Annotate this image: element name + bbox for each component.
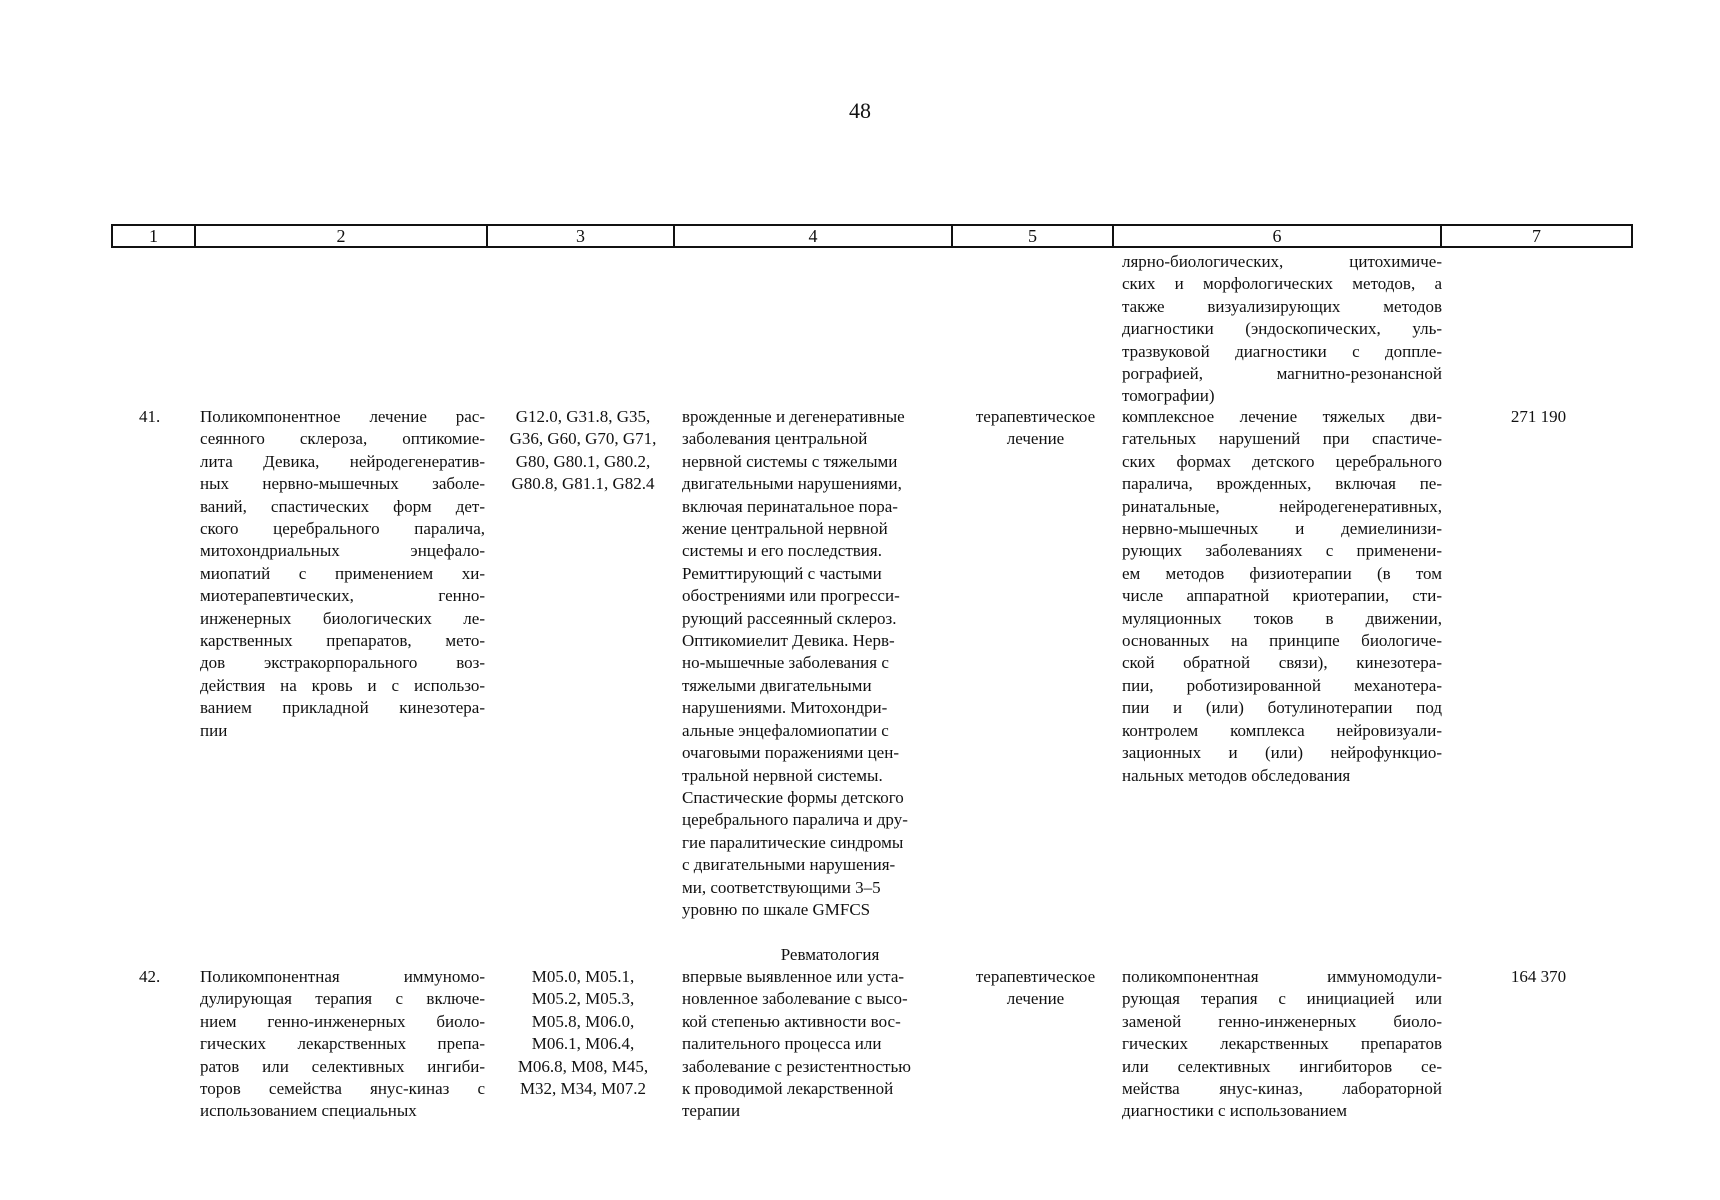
text-line: контролем комплекса нейровизуали- xyxy=(1122,720,1442,740)
text-line: уровню по шкале GMFCS xyxy=(682,899,871,919)
text-line: жение центральной нервной xyxy=(682,519,888,539)
header-col-6: 6 xyxy=(1113,225,1441,247)
text-line: обострениями или прогресси- xyxy=(682,586,900,606)
text-line: кой степенью активности вос- xyxy=(682,1011,901,1031)
text-line: гательных нарушений при спастиче- xyxy=(1122,429,1442,449)
text-line: использованием специальных xyxy=(200,1101,417,1121)
text-line: миопатий с применением хи- xyxy=(200,563,485,583)
header-col-2: 2 xyxy=(195,225,487,247)
row-42-treatment-method xyxy=(1122,966,1442,1123)
text-line: рующий рассеянный склероз. xyxy=(682,608,897,628)
text-line: очаговыми поражениями цен- xyxy=(682,743,899,763)
text-line: дулирующая терапия с включе- xyxy=(200,989,485,1009)
header-col-5: 5 xyxy=(952,225,1113,247)
text-line: карственных препаратов, мето- xyxy=(200,631,485,651)
text-line: M06.1, M06.4, xyxy=(531,1034,635,1054)
text-line: тразвуковой диагностики с доппле- xyxy=(1122,341,1442,361)
text-line: ратов или селективных ингиби- xyxy=(200,1056,485,1076)
row-42-method-name xyxy=(200,966,485,1123)
text-line: заболевание с резистентностью xyxy=(682,1056,911,1076)
text-line: M32, M34, M07.2 xyxy=(519,1079,647,1099)
text-line: рующих заболеваниях с применени- xyxy=(1122,541,1442,561)
text-line: миотерапевтических, генно- xyxy=(200,586,485,606)
text-line: лечение xyxy=(1006,989,1065,1009)
text-line: или селективных ингибиторов се- xyxy=(1122,1056,1442,1076)
text-line: торов семейства янус-киназ с xyxy=(200,1079,485,1099)
continuation-col6 xyxy=(1122,251,1442,408)
text-line: Спастические формы детского xyxy=(682,787,904,807)
text-line: Поликомпонентное лечение рас- xyxy=(200,407,485,426)
row-41-cost: 271 190 xyxy=(1510,407,1567,426)
text-line: терапевтическое xyxy=(975,967,1096,986)
text-line: но-мышечные заболевания с xyxy=(682,653,889,673)
text-line: томографии) xyxy=(1122,386,1215,406)
text-line: ской обратной связи), кинезотера- xyxy=(1122,653,1442,673)
text-line: основанных на принципе биологиче- xyxy=(1122,631,1442,651)
text-line: мейства янус-киназ, лабораторной xyxy=(1122,1079,1442,1099)
text-line: заболевания центральной xyxy=(682,429,868,449)
text-line: инженерных биологических ле- xyxy=(200,608,485,628)
text-line: нервно-мышечных и демиелинизи- xyxy=(1122,519,1442,539)
text-line: паралича, врожденных, включая пе- xyxy=(1122,474,1442,494)
text-line: Ремиттирующий с частыми xyxy=(682,563,882,583)
row-42-icd-codes xyxy=(492,966,674,1100)
text-line: Поликомпонентная иммуномо- xyxy=(200,967,485,986)
text-line: муляционных токов в движении, xyxy=(1122,608,1442,628)
row-42-treatment-type xyxy=(958,966,1113,1011)
section-title: Ревматология xyxy=(780,945,880,964)
text-line: пии, роботизированной механотера- xyxy=(1122,675,1442,695)
text-line: пии и (или) ботулинотерапии под xyxy=(1122,698,1442,718)
text-line: диагностики (эндоскопических, уль- xyxy=(1122,319,1442,339)
text-line: заменой генно-инженерных биоло- xyxy=(1122,1011,1442,1031)
row-41-treatment-type xyxy=(958,406,1113,451)
row-41-number: 41. xyxy=(139,407,161,426)
text-line: ских формах детского церебрального xyxy=(1122,451,1442,471)
text-line: системы и его последствия. xyxy=(682,541,882,561)
text-line: двигательными нарушениями, xyxy=(682,474,902,494)
text-line: палительного процесса или xyxy=(682,1034,882,1054)
text-line: M05.8, M06.0, xyxy=(531,1011,635,1031)
text-line: G12.0, G31.8, G35, xyxy=(515,407,651,426)
text-line: к проводимой лекарственной xyxy=(682,1079,894,1099)
text-line: нервной системы с тяжелыми xyxy=(682,451,898,471)
text-line: тральной нервной системы. xyxy=(682,765,883,785)
text-line: зационных и (или) нейрофункцио- xyxy=(1122,743,1442,763)
row-41-disease-model xyxy=(682,406,952,921)
text-line: нальных методов обследования xyxy=(1122,765,1351,785)
text-line: включая перинатальное пора- xyxy=(682,496,898,516)
text-line: M05.0, M05.1, xyxy=(531,967,635,986)
row-41-treatment-method xyxy=(1122,406,1442,787)
text-line: ваний, спастических форм дет- xyxy=(200,496,485,516)
text-line: G36, G60, G70, G71, xyxy=(509,429,657,449)
text-line: альные энцефаломиопатии с xyxy=(682,720,889,740)
text-line: числе аппаратной криотерапии, сти- xyxy=(1122,586,1442,606)
text-line: пии xyxy=(200,720,228,740)
text-line: действия на кровь и с использо- xyxy=(200,675,485,695)
header-col-7: 7 xyxy=(1441,225,1632,247)
text-line: лита Девика, нейродегенератив- xyxy=(200,451,485,471)
text-line: Оптикомиелит Девика. Нерв- xyxy=(682,631,895,651)
text-line: G80, G80.1, G80.2, xyxy=(515,451,651,471)
header-col-4: 4 xyxy=(674,225,952,247)
text-line: сеянного склероза, оптикомие- xyxy=(200,429,485,449)
text-line: гие паралитические синдромы xyxy=(682,832,904,852)
page-number: 48 xyxy=(849,98,871,123)
text-line: нием генно-инженерных биоло- xyxy=(200,1011,485,1031)
row-41-method-name xyxy=(200,406,485,742)
row-42-disease-model xyxy=(682,966,952,1123)
text-line: дов экстракорпорального воз- xyxy=(200,653,485,673)
text-line: поликомпонентная иммуномодули- xyxy=(1122,967,1442,986)
column-number-header xyxy=(111,224,1633,248)
text-line: гических лекарственных препаратов xyxy=(1122,1034,1442,1054)
text-line: гических лекарственных препа- xyxy=(200,1034,485,1054)
text-line: нарушениями. Митохондри- xyxy=(682,698,888,718)
text-line: лечение xyxy=(1006,429,1065,449)
text-line: ванием прикладной кинезотера- xyxy=(200,698,485,718)
text-line: новленное заболевание с высо- xyxy=(682,989,908,1009)
text-line: ских и морфологических методов, а xyxy=(1122,274,1442,294)
row-42-number: 42. xyxy=(139,967,161,986)
row-41-icd-codes xyxy=(492,406,674,496)
text-line: ми, соответствующими 3–5 xyxy=(682,877,881,897)
header-col-1: 1 xyxy=(112,225,195,247)
text-line: ского церебрального паралича, xyxy=(200,519,485,539)
text-line: также визуализирующих методов xyxy=(1122,296,1442,316)
row-42-cost: 164 370 xyxy=(1510,967,1567,986)
text-line: митохондриальных энцефало- xyxy=(200,541,485,561)
text-line: M05.2, M05.3, xyxy=(531,989,635,1009)
text-line: рующая терапия с инициацией или xyxy=(1122,989,1442,1009)
text-line: лярно-биологических, цитохимиче- xyxy=(1122,252,1442,271)
text-line: комплексное лечение тяжелых дви- xyxy=(1122,407,1442,426)
text-line: терапевтическое xyxy=(975,407,1096,426)
text-line: врожденные и дегенеративные xyxy=(682,407,905,426)
text-line: с двигательными нарушения- xyxy=(682,855,896,875)
text-line: M06.8, M08, M45, xyxy=(517,1056,649,1076)
text-line: диагностики с использованием xyxy=(1122,1101,1347,1121)
text-line: G80.8, G81.1, G82.4 xyxy=(511,474,655,494)
text-line: церебрального паралича и дру- xyxy=(682,810,908,830)
text-line: тяжелыми двигательными xyxy=(682,675,872,695)
text-line: ринатальные, нейродегенеративных, xyxy=(1122,496,1442,516)
text-line: рографией, магнитно-резонансной xyxy=(1122,364,1442,384)
text-line: ем методов физиотерапии (в том xyxy=(1122,563,1442,583)
text-line: впервые выявленное или уста- xyxy=(682,967,905,986)
text-line: терапии xyxy=(682,1101,741,1121)
header-col-3: 3 xyxy=(487,225,674,247)
text-line: ных нервно-мышечных заболе- xyxy=(200,474,485,494)
